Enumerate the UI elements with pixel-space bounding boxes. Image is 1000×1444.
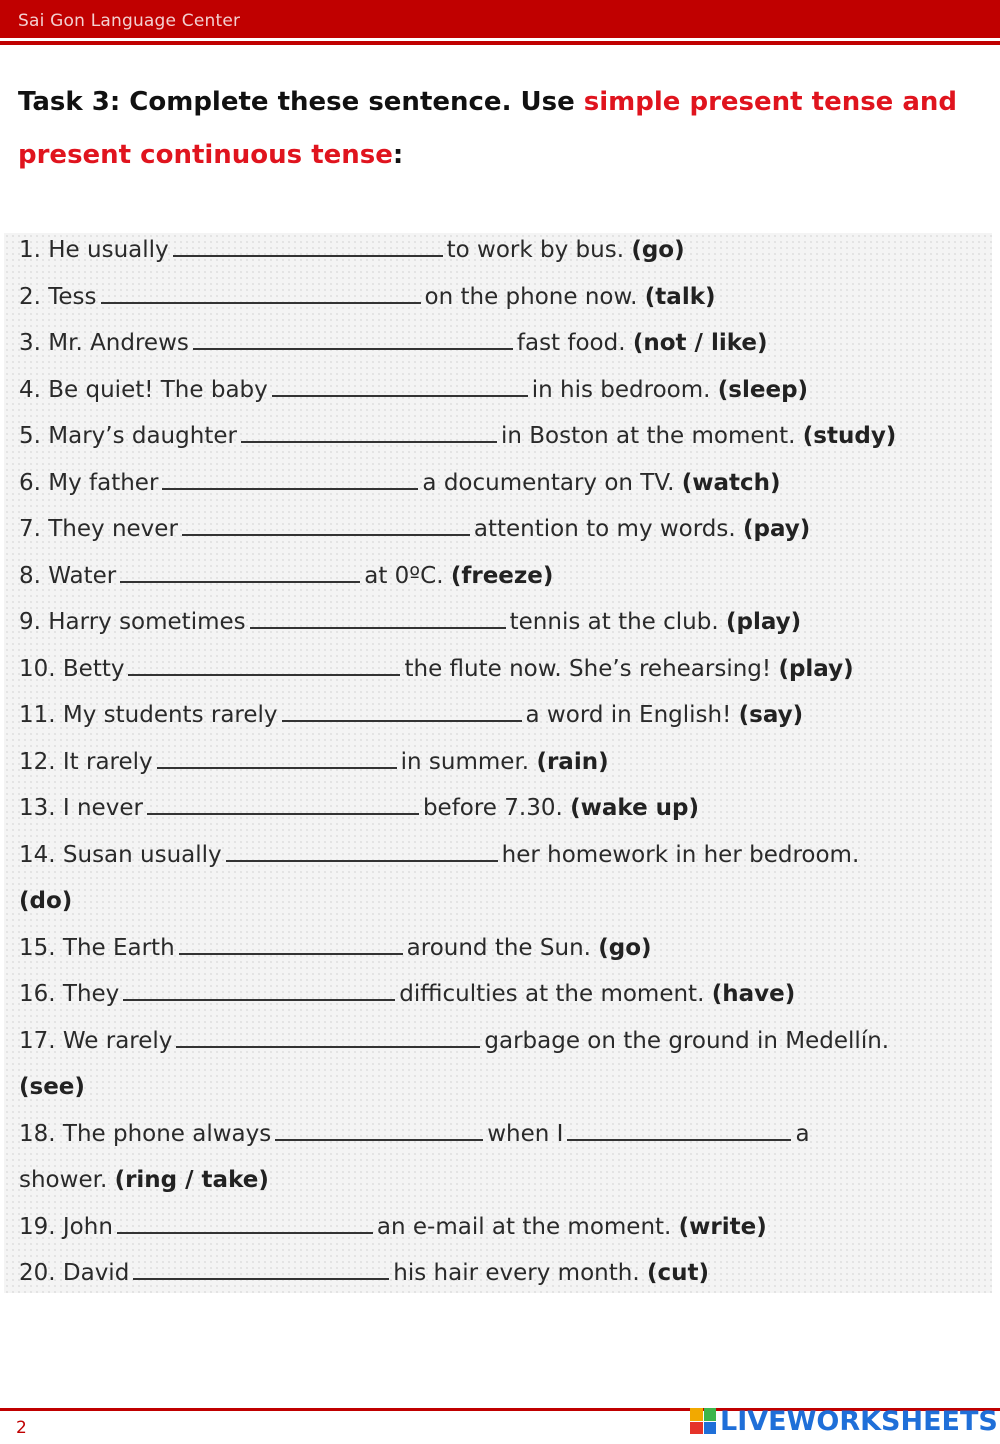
verb-hint: (not / like)	[632, 330, 768, 356]
exercise-continuation: attention to my words.	[473, 516, 736, 542]
answer-blank[interactable]	[173, 254, 443, 257]
exercise-continuation: around the Sun.	[406, 934, 591, 961]
exercise-line	[19, 559, 553, 593]
verb-hint: (wake up)	[570, 795, 700, 821]
exercise-line	[19, 373, 808, 407]
exercise-prompt: 12. It rarely	[19, 748, 153, 775]
answer-blank[interactable]	[147, 812, 419, 815]
exercise-continuation: on the phone now.	[424, 283, 638, 310]
exercise-continuation: at 0ºC.	[364, 562, 444, 589]
answer-blank[interactable]	[179, 952, 403, 955]
exercise-line	[19, 1117, 810, 1151]
answer-blank[interactable]	[226, 859, 498, 862]
verb-hint: (rain)	[536, 748, 609, 775]
exercise-prompt: 13. I never	[19, 795, 143, 821]
answer-blank[interactable]	[182, 533, 470, 536]
exercise-continuation: an e-mail at the moment.	[376, 1213, 672, 1240]
verb-hint: (do)	[19, 888, 73, 914]
exercise-prompt: 14. Susan usually	[19, 841, 222, 868]
exercise-prompt: 16. They	[19, 981, 120, 1007]
exercise-prompt: 7. They never	[19, 516, 178, 542]
verb-hint: (go)	[631, 237, 685, 263]
exercise-continuation: tennis at the club.	[509, 609, 719, 635]
exercise-continuation: before 7.30.	[422, 795, 563, 821]
exercise-prompt: shower.	[19, 1167, 108, 1193]
answer-blank[interactable]	[133, 1277, 389, 1280]
exercise-continuation: his hair every month.	[393, 1260, 640, 1286]
exercise-line	[19, 791, 699, 825]
exercise-line	[19, 1256, 709, 1290]
exercise-line	[19, 466, 781, 500]
logo-blocks-icon	[690, 1408, 716, 1434]
exercise-line	[19, 512, 810, 546]
exercise-continuation: difficulties at the moment.	[399, 981, 705, 1007]
task-instruction	[18, 76, 983, 182]
exercise-line	[19, 1024, 889, 1058]
exercise-prompt: 10. Betty	[19, 655, 125, 682]
exercise-sheet	[4, 233, 992, 1293]
verb-hint: (say)	[738, 702, 804, 728]
exercise-line	[19, 419, 896, 453]
answer-blank[interactable]	[241, 440, 497, 443]
exercise-line	[19, 931, 652, 965]
verb-hint: (ring / take)	[114, 1167, 269, 1193]
exercise-continuation: when I	[487, 1120, 564, 1147]
verb-hint: (talk)	[644, 283, 716, 310]
logo-text: LIVEWORKSHEETS	[720, 1405, 998, 1437]
verb-hint: (go)	[598, 934, 652, 961]
exercise-line	[19, 1163, 269, 1197]
exercise-continuation: the flute now. She’s rehearsing!	[404, 655, 772, 682]
answer-blank[interactable]	[128, 673, 400, 676]
answer-blank[interactable]	[567, 1138, 791, 1141]
exercise-prompt: 5. Mary’s daughter	[19, 423, 237, 449]
exercise-line	[19, 605, 801, 639]
answer-blank[interactable]	[117, 1231, 373, 1234]
exercise-continuation: garbage on the ground in Medellín.	[484, 1027, 890, 1054]
header-title: Sai Gon Language Center	[18, 11, 241, 31]
answer-blank[interactable]	[162, 487, 418, 490]
verb-hint: (pay)	[743, 516, 811, 542]
page-number: 2	[16, 1418, 27, 1438]
verb-hint: (play)	[778, 655, 854, 682]
answer-blank[interactable]	[272, 394, 528, 397]
verb-hint: (have)	[711, 981, 796, 1007]
exercise-prompt: 11. My students rarely	[19, 702, 278, 728]
exercise-line	[19, 652, 854, 686]
exercise-prompt: 19. John	[19, 1213, 113, 1240]
exercise-line	[19, 884, 72, 918]
exercise-continuation: in summer.	[400, 748, 530, 775]
task-prefix: Task 3: Complete these sentence. Use	[18, 87, 584, 117]
exercise-prompt: 3. Mr. Andrews	[19, 330, 189, 356]
exercise-line	[19, 1210, 767, 1244]
exercise-prompt: 1. He usually	[19, 237, 169, 263]
answer-blank[interactable]	[193, 347, 513, 350]
exercise-prompt: 8. Water	[19, 562, 117, 589]
verb-hint: (sleep)	[717, 376, 809, 403]
exercise-continuation-2: a	[795, 1120, 810, 1147]
exercise-prompt: 9. Harry sometimes	[19, 609, 246, 635]
exercise-line	[19, 326, 768, 360]
liveworksheets-logo[interactable]	[690, 1405, 998, 1437]
exercise-prompt: 6. My father	[19, 469, 159, 496]
exercise-continuation: a word in English!	[525, 702, 732, 728]
exercise-continuation: to work by bus.	[446, 237, 625, 263]
answer-blank[interactable]	[250, 626, 506, 629]
task-highlight-2: present continuous tense	[18, 140, 393, 170]
answer-blank[interactable]	[120, 580, 360, 583]
exercise-prompt: 17. We rarely	[19, 1027, 173, 1054]
exercise-line	[19, 233, 685, 267]
verb-hint: (see)	[19, 1074, 85, 1100]
answer-blank[interactable]	[123, 998, 395, 1001]
exercise-line	[19, 280, 716, 314]
verb-hint: (watch)	[681, 469, 781, 496]
exercise-prompt: 20. David	[19, 1260, 130, 1286]
verb-hint: (play)	[725, 609, 802, 635]
exercise-prompt: 18. The phone always	[19, 1120, 272, 1147]
exercise-continuation: fast food.	[516, 330, 626, 356]
exercise-line	[19, 698, 803, 732]
exercise-prompt: 15. The Earth	[19, 934, 175, 961]
answer-blank[interactable]	[157, 766, 397, 769]
exercise-line	[19, 745, 609, 779]
exercise-prompt: 4. Be quiet! The baby	[19, 376, 268, 403]
exercise-line	[19, 1070, 85, 1104]
verb-hint: (study)	[802, 423, 897, 449]
task-highlight-1: simple present tense and	[583, 87, 958, 117]
answer-blank[interactable]	[275, 1138, 483, 1141]
task-suffix: :	[392, 140, 404, 170]
answer-blank[interactable]	[176, 1045, 480, 1048]
exercise-continuation: her homework in her bedroom.	[501, 841, 860, 868]
exercise-prompt: 2. Tess	[19, 283, 97, 310]
exercise-continuation: a documentary on TV.	[422, 469, 675, 496]
exercise-line	[19, 838, 859, 872]
verb-hint: (freeze)	[450, 562, 554, 589]
exercise-line	[19, 977, 795, 1011]
verb-hint: (cut)	[646, 1260, 709, 1286]
answer-blank[interactable]	[282, 719, 522, 722]
header-divider	[0, 41, 1000, 45]
verb-hint: (write)	[678, 1213, 767, 1240]
exercise-continuation: in Boston at the moment.	[500, 423, 796, 449]
exercise-continuation: in his bedroom.	[531, 376, 711, 403]
answer-blank[interactable]	[101, 301, 421, 304]
